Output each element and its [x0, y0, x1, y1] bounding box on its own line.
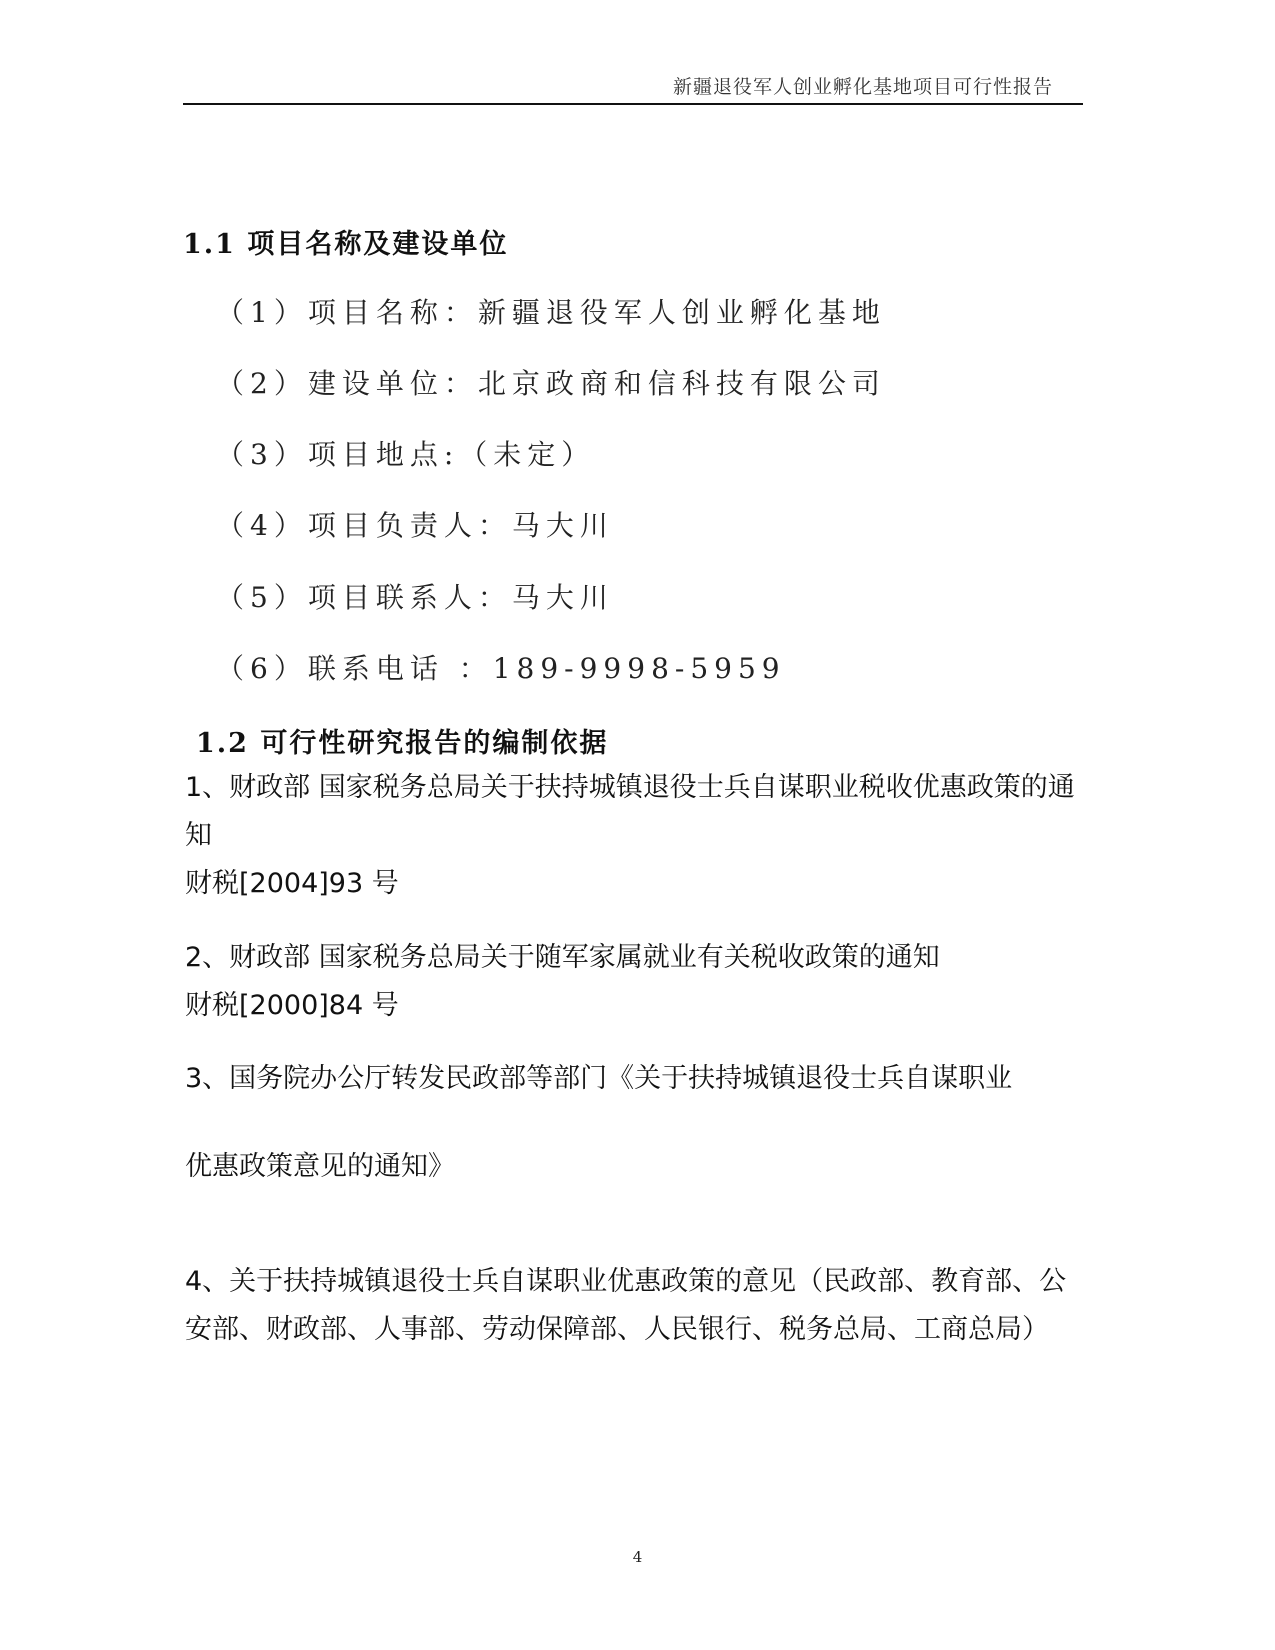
project-name-item: （1）项目名称：新疆退役军人创业孵化基地: [216, 296, 886, 329]
running-header-title: 新疆退役军人创业孵化基地项目可行性报告: [672, 76, 1053, 98]
basis-entry-1: [185, 764, 1085, 908]
basis-entry-1-document-number: 财税[2004]93 号: [185, 868, 399, 899]
project-contact-item: （5）项目联系人：马大川: [216, 581, 614, 614]
basis-entry-2-document-number: 财税[2000]84 号: [185, 990, 399, 1021]
basis-entry-3-line1: 3、国务院办公厅转发民政部等部门《关于扶持城镇退役士兵自谋职业: [185, 1063, 1013, 1094]
basis-entry-3-line2: 优惠政策意见的通知》: [185, 1151, 455, 1182]
basis-entry-1-title: 1、财政部 国家税务总局关于扶持城镇退役士兵自谋职业税收优惠政策的通知: [185, 772, 1075, 851]
basis-entry-4-text: 4、关于扶持城镇退役士兵自谋职业优惠政策的意见（民政部、教育部、公安部、财政部、人事部、劳动保障部、人民银行、税务总局、工商总局）: [185, 1266, 1067, 1345]
contact-phone-item: （6）联系电话 ：189-9998-5959: [216, 652, 786, 685]
construction-unit-item: （2）建设单位：北京政商和信科技有限公司: [216, 367, 886, 400]
section-heading-1-1: 1.1 项目名称及建设单位: [183, 229, 509, 260]
header-rule: [183, 103, 1083, 105]
project-leader-item: （4）项目负责人：马大川: [216, 509, 614, 542]
project-location-item: （3）项目地点:（未定）: [216, 438, 596, 471]
basis-entry-3: [185, 1055, 1085, 1103]
basis-entry-2-title: 2、财政部 国家税务总局关于随军家属就业有关税收政策的通知: [185, 942, 940, 973]
basis-entry-4: [185, 1258, 1085, 1354]
basis-entry-3-continuation: [185, 1143, 1085, 1191]
page-number: 4: [632, 1548, 643, 1566]
basis-entry-2: [185, 934, 1085, 1030]
section-heading-1-2: 1.2 可行性研究报告的编制依据: [196, 728, 609, 759]
